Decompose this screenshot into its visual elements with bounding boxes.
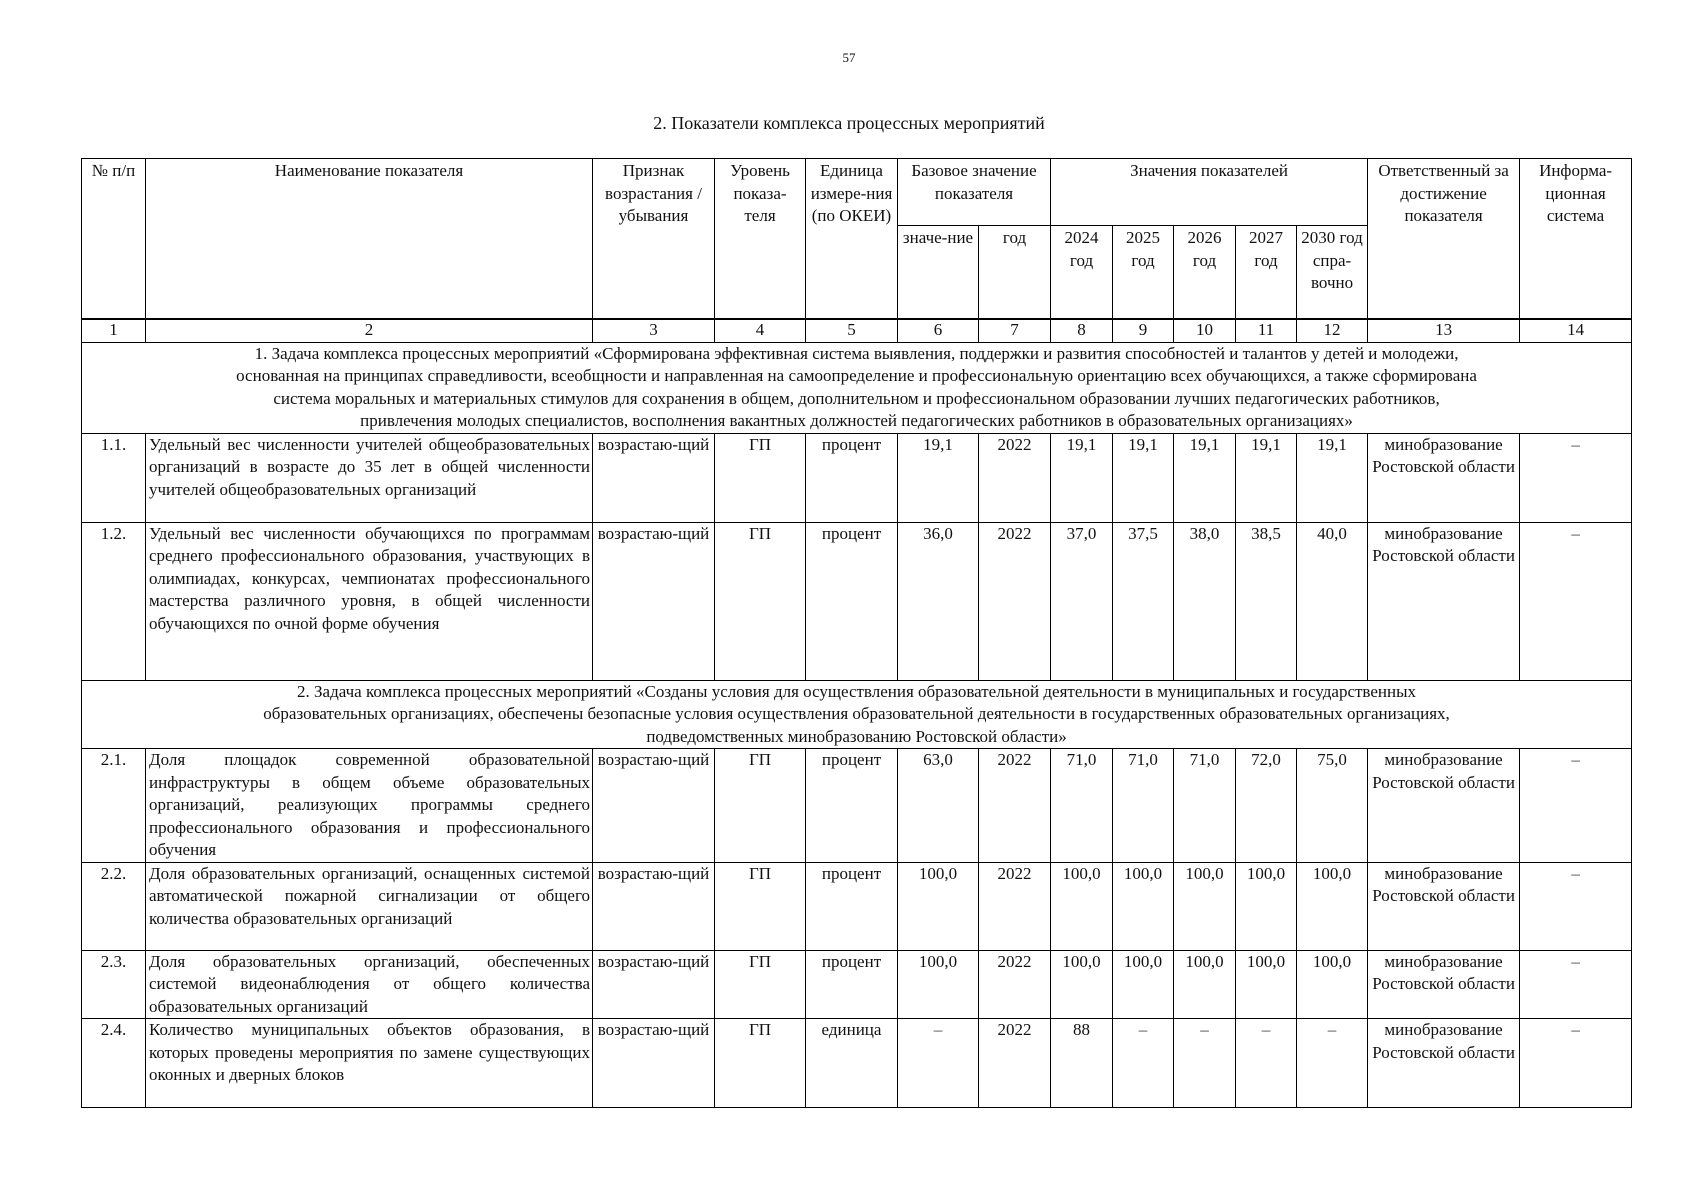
value-2027: 72,0 — [1236, 749, 1297, 863]
value-2026: 71,0 — [1174, 749, 1236, 863]
table-row — [82, 862, 1632, 950]
indicator-name: Доля площадок современной образовательной инфраструктуры в общем объеме образовательных организаций, реализующих программы среднего профессионального образования и профессионального обучения — [146, 749, 593, 863]
page-title: 2. Показатели комплекса процессных мероприятий — [653, 113, 1045, 133]
indicator-name: Количество муниципальных объектов образования, в которых проведены мероприятия по замене существующих оконных и дверных блоков — [146, 1019, 593, 1108]
value-2024: 100,0 — [1051, 950, 1113, 1019]
indicator-name: Удельный вес численности обучающихся по программам среднего профессионального образования, участвующих в олимпиадах, конкурсах, чемпионатах профессионального мастерства различного уровня, в общей численности обучающихся по очной форме обучения — [146, 522, 593, 680]
indicator-name: Доля образовательных организаций, обеспеченных системой видеонаблюдения от общего количества образовательных организаций — [146, 950, 593, 1019]
column-number: 14 — [1520, 319, 1632, 343]
column-number: 7 — [979, 319, 1051, 343]
header-base-year: год — [979, 226, 1051, 319]
header-2025: 2025 год — [1113, 226, 1174, 319]
header-base: Базовое значение показателя — [898, 159, 1051, 226]
value-2030: 40,0 — [1297, 522, 1368, 680]
header-base-value: значе-ние — [898, 226, 979, 319]
header-unit: Единица измере-ния (по ОКЕИ) — [806, 159, 898, 319]
value-2026: – — [1174, 1019, 1236, 1108]
indicator-level: ГП — [715, 862, 806, 950]
value-2024: 19,1 — [1051, 433, 1113, 522]
column-number: 13 — [1368, 319, 1520, 343]
responsible: минобразование Ростовской области — [1368, 862, 1520, 950]
indicator-unit: процент — [806, 950, 898, 1019]
row-number: 2.4. — [82, 1019, 146, 1108]
header-info: Информа-ционная система — [1520, 159, 1632, 319]
responsible: минобразование Ростовской области — [1368, 433, 1520, 522]
value-2024: 71,0 — [1051, 749, 1113, 863]
base-year: 2022 — [979, 950, 1051, 1019]
column-number: 5 — [806, 319, 898, 343]
header-responsible: Ответственный за достижение показателя — [1368, 159, 1520, 319]
value-2025: 100,0 — [1113, 862, 1174, 950]
indicator-unit: процент — [806, 862, 898, 950]
indicator-sign: возрастаю-щий — [593, 749, 715, 863]
value-2025: 19,1 — [1113, 433, 1174, 522]
value-2027: 100,0 — [1236, 950, 1297, 1019]
responsible: минобразование Ростовской области — [1368, 522, 1520, 680]
header-name: Наименование показателя — [146, 159, 593, 319]
indicator-sign: возрастаю-щий — [593, 950, 715, 1019]
value-2030: 100,0 — [1297, 862, 1368, 950]
base-value: 100,0 — [898, 950, 979, 1019]
info-system: – — [1520, 1019, 1632, 1108]
table-row — [82, 950, 1632, 1019]
base-value: 100,0 — [898, 862, 979, 950]
value-2025: – — [1113, 1019, 1174, 1108]
task-title: 1. Задача комплекса процессных мероприятий «Сформирована эффективная система выявления, поддержки и развития способностей и талантов у детей и молодежи, основанная на принципах справедливости, всеобщности и направленная на самоопределение и профессиональную ориентацию всех обучающихся, а также сформирована система моральных и материальных стимулов для сохранения в общем, дополнительном и профессиональном образовании лучших педагогических работников, привлечения молодых специалистов, восполнения вакантных должностей педагогических работников в образовательных организациях» — [82, 342, 1632, 433]
column-number: 10 — [1174, 319, 1236, 343]
value-2027: 100,0 — [1236, 862, 1297, 950]
base-value: 63,0 — [898, 749, 979, 863]
base-value: 36,0 — [898, 522, 979, 680]
value-2030: 100,0 — [1297, 950, 1368, 1019]
column-numbers-row — [82, 319, 1632, 343]
column-number: 1 — [82, 319, 146, 343]
column-number: 8 — [1051, 319, 1113, 343]
indicator-sign: возрастаю-щий — [593, 862, 715, 950]
row-number: 1.2. — [82, 522, 146, 680]
header-2027: 2027 год — [1236, 226, 1297, 319]
responsible: минобразование Ростовской области — [1368, 749, 1520, 863]
value-2030: 19,1 — [1297, 433, 1368, 522]
value-2025: 71,0 — [1113, 749, 1174, 863]
column-number: 4 — [715, 319, 806, 343]
value-2030: 75,0 — [1297, 749, 1368, 863]
base-value: – — [898, 1019, 979, 1108]
responsible: минобразование Ростовской области — [1368, 1019, 1520, 1108]
row-number: 1.1. — [82, 433, 146, 522]
indicator-unit: единица — [806, 1019, 898, 1108]
column-number: 6 — [898, 319, 979, 343]
indicator-unit: процент — [806, 433, 898, 522]
base-year: 2022 — [979, 1019, 1051, 1108]
header-level: Уровень показа-теля — [715, 159, 806, 319]
task-row — [82, 342, 1632, 433]
base-year: 2022 — [979, 862, 1051, 950]
value-2025: 37,5 — [1113, 522, 1174, 680]
row-number: 2.2. — [82, 862, 146, 950]
indicator-level: ГП — [715, 950, 806, 1019]
info-system: – — [1520, 522, 1632, 680]
header-no: № п/п — [82, 159, 146, 319]
indicator-sign: возрастаю-щий — [593, 433, 715, 522]
indicator-name: Доля образовательных организаций, оснащенных системой автоматической пожарной сигнализации от общего количества образовательных организаций — [146, 862, 593, 950]
info-system: – — [1520, 950, 1632, 1019]
value-2026: 19,1 — [1174, 433, 1236, 522]
indicator-level: ГП — [715, 522, 806, 680]
value-2024: 88 — [1051, 1019, 1113, 1108]
table-row — [82, 522, 1632, 680]
header-2024: 2024 год — [1051, 226, 1113, 319]
header-sign: Признак возрастания /убывания — [593, 159, 715, 319]
value-2030: – — [1297, 1019, 1368, 1108]
base-year: 2022 — [979, 522, 1051, 680]
task-title: 2. Задача комплекса процессных мероприятий «Созданы условия для осуществления образовательной деятельности в муниципальных и государственных образовательных организациях, обеспечены безопасные условия осуществления образовательной деятельности в государственных образовательных организациях, подведомственных минобразованию Ростовской области» — [82, 680, 1632, 749]
value-2026: 100,0 — [1174, 950, 1236, 1019]
header-2026: 2026 год — [1174, 226, 1236, 319]
value-2024: 37,0 — [1051, 522, 1113, 680]
base-year: 2022 — [979, 749, 1051, 863]
base-value: 19,1 — [898, 433, 979, 522]
column-number: 9 — [1113, 319, 1174, 343]
column-number: 11 — [1236, 319, 1297, 343]
info-system: – — [1520, 433, 1632, 522]
column-number: 2 — [146, 319, 593, 343]
header-2030: 2030 год спра-вочно — [1297, 226, 1368, 319]
value-2027: 38,5 — [1236, 522, 1297, 680]
indicator-level: ГП — [715, 433, 806, 522]
page-number: 57 — [842, 50, 856, 65]
indicator-sign: возрастаю-щий — [593, 1019, 715, 1108]
info-system: – — [1520, 862, 1632, 950]
indicator-level: ГП — [715, 749, 806, 863]
indicator-unit: процент — [806, 522, 898, 680]
value-2026: 38,0 — [1174, 522, 1236, 680]
header-values: Значения показателей — [1051, 159, 1368, 226]
indicator-name: Удельный вес численности учителей общеобразовательных организаций в возрасте до 35 лет в общей численности учителей общеобразовательных организаций — [146, 433, 593, 522]
column-number: 3 — [593, 319, 715, 343]
value-2027: 19,1 — [1236, 433, 1297, 522]
info-system: – — [1520, 749, 1632, 863]
value-2026: 100,0 — [1174, 862, 1236, 950]
indicator-unit: процент — [806, 749, 898, 863]
indicators-table — [81, 158, 1632, 1108]
value-2025: 100,0 — [1113, 950, 1174, 1019]
base-year: 2022 — [979, 433, 1051, 522]
indicator-sign: возрастаю-щий — [593, 522, 715, 680]
value-2024: 100,0 — [1051, 862, 1113, 950]
table-row — [82, 1019, 1632, 1108]
responsible: минобразование Ростовской области — [1368, 950, 1520, 1019]
task-row — [82, 680, 1632, 749]
indicator-level: ГП — [715, 1019, 806, 1108]
table-row — [82, 433, 1632, 522]
row-number: 2.3. — [82, 950, 146, 1019]
column-number: 12 — [1297, 319, 1368, 343]
value-2027: – — [1236, 1019, 1297, 1108]
row-number: 2.1. — [82, 749, 146, 863]
table-row — [82, 749, 1632, 863]
